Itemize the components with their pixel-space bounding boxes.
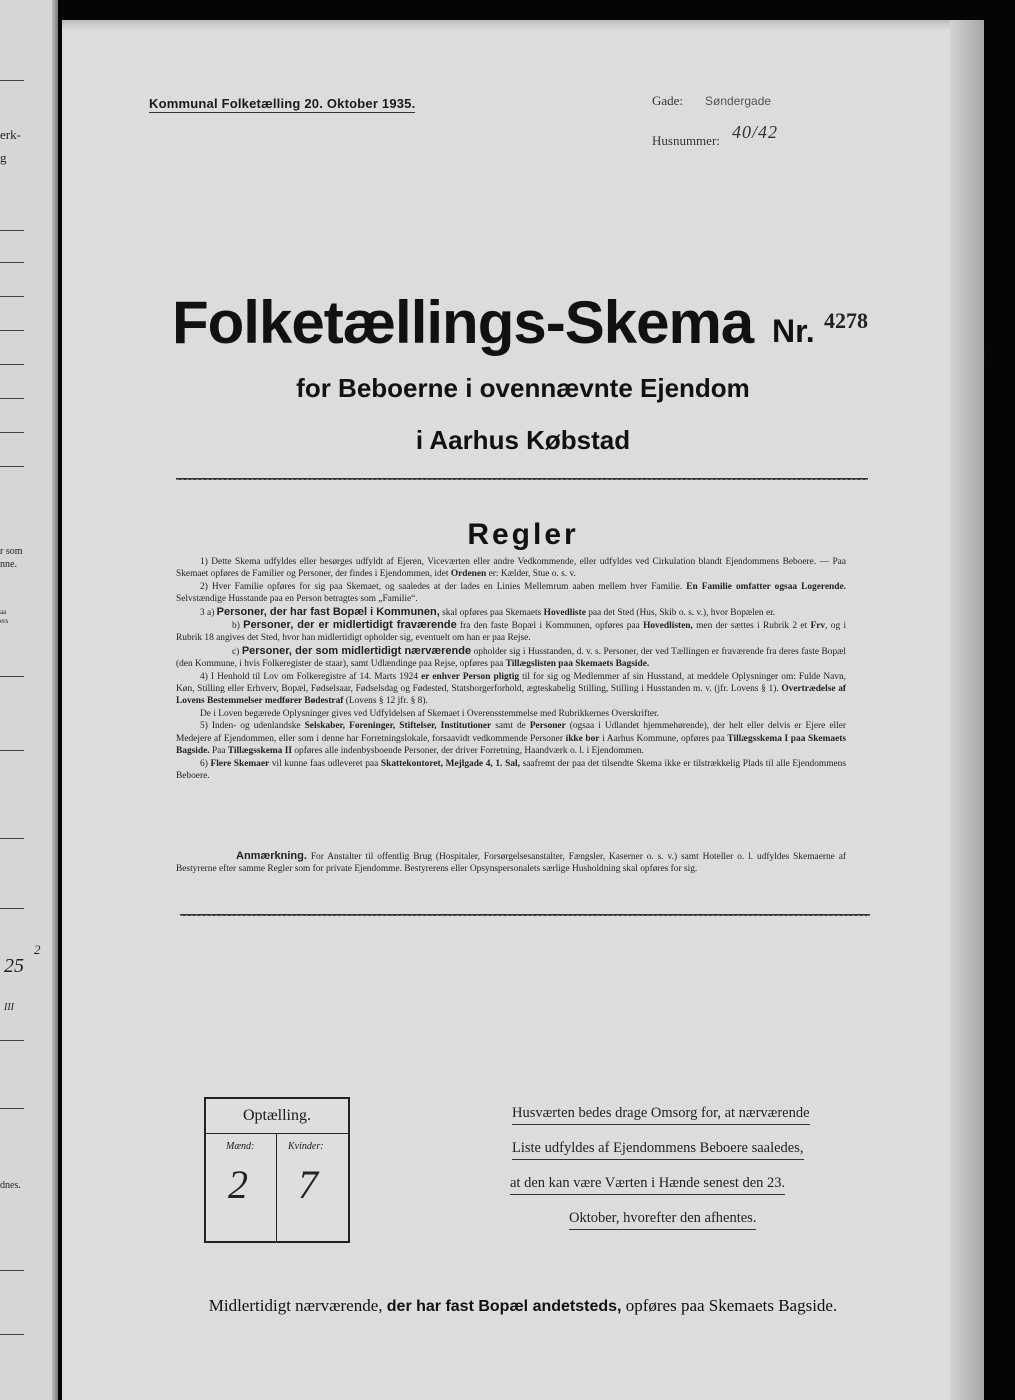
remark-label: Anmærkning. (236, 850, 307, 862)
rule-1: 1) Dette Skema udfyldes eller besørges udfyldt af Ejeren, Viceværten eller andre Vedkommende, eller udfyldes ved Cirkulation blandt Ejendommens Beboere. — Paa Skemaet opføres de Familier og Personer, der findes i Ejendommen, idet Ordenen er: Kælder, Stue o. s. v. (176, 557, 846, 580)
rule-4: 4) I Henhold til Lov om Folkeregistre af 14. Marts 1924 er enhver Person pligtig til for sig og Medlemmer af sin Husstand, at meddele Oplysninger om: Fulde Navn, Køn, Stilling eller Erhverv, Bopæl, Fødselsaar, Fødselsdag og Fødested, Statsborgerforhold, ægteskabelig Stilling, Stilling i Husstanden m. v. (jfr. Lovens § 1). Overtrædelse af Lovens Bestemmelser medfører Bødestraf (Lovens § 12 jfr. § 8). (176, 671, 847, 707)
rule-3b: b) Personer, der er midlertidigt fraværende fra den faste Bopæl i Kommunen, opføres paa Hovedlisten, men der sættes i Rubrik 2 et Frv, og i Rubrik 18 angives det Sted, hvor han midlertidigt opholder sig, eventuelt om han er paa Rejse. (176, 619, 847, 644)
left-page-rule (0, 1108, 24, 1109)
form-number-value: 4278 (824, 308, 868, 333)
rule-5: 5) Inden- og udenlandske Selskaber, Foreninger, Stiftelser, Institutioner samt de Personer (ogsaa i Udlandet hjemmehørende), der helt eller delvis er Ejere eller Medejere af Ejendommen, eller som i denne har Forretningslokale, forsaavidt vedkommende Personer ikke bor i Aarhus Kommune, opføres paa Tillægsskema I paa Skemaets Bagside. Paa Tillægsskema II opføres alle indenbysboende Personer, der driver Forretning, Haandværk o. l. i Ejendommen. (176, 721, 847, 757)
page-edge-shadow (52, 0, 58, 1400)
count-box-divider (206, 1133, 348, 1134)
left-page-fragment: III (4, 1002, 14, 1013)
count-title: Optælling. (242, 1107, 311, 1124)
instruction-line: at den kan være Værten i Hænde senest den 23. (510, 1175, 785, 1195)
left-page-fragment: erk- (0, 127, 21, 142)
street-label: Gade: (652, 93, 684, 108)
rule-2: 2) Hver Familie opføres for sig paa Skemaet, og saaledes at der lades en Linies Mellemrum aaben mellem hver Familie. En Familie omfatter ogsaa Logerende. Selvstændige Husstande paa en Person betragtes som „Familie“. (176, 581, 846, 605)
adjacent-page-strip (0, 0, 58, 1400)
rules-heading: Regler (467, 518, 579, 551)
divider (176, 478, 868, 480)
rule-6: 6) Flere Skemaer vil kunne faas udleveret paa Skattekontoret, Mejlgade 4, 1. Sal, saafremt der paa det tilsendte Skema ikke er tilstrækkelig Plads til alle Ejendommens Beboere. (176, 758, 847, 781)
form-subtitle-city: i Aarhus Købstad (415, 425, 631, 455)
left-page-rule (0, 908, 24, 909)
left-page-rule (0, 230, 24, 231)
left-page-rule (0, 296, 24, 297)
page-top-shade (62, 20, 984, 30)
men-label: Mænd: (226, 1141, 255, 1152)
left-page-rule (0, 1334, 24, 1335)
remark-text: For Anstalter til offentlig Brug (Hospitaler, Forsørgelsesanstalter, Fængsler, Kaserner o. s. v.) samt Hoteller o. l. udfyldes Skemaerne af Bestyrerne efter samme Regler som for private Ejendomme. Bestyrerens eller Opsynspersonalets særlige Husholdning skal opføres for sig. (176, 852, 847, 875)
census-form-page (62, 20, 984, 1400)
rule-4-note: De i Loven begærede Oplysninger gives ved Udfyldelsen af Skemaet i Overensstemmelse med Rubrikkernes Overskrifter. (200, 708, 659, 719)
left-page-rule (0, 676, 24, 677)
footer-note: Midlertidigt nærværende, der har fast Bopæl andetsteds, opføres paa Skemaets Bagside. (208, 1296, 838, 1315)
left-page-rule (0, 432, 24, 433)
left-page-rule (0, 364, 24, 365)
left-page-rule (0, 838, 24, 839)
count-box-column-divider (276, 1133, 277, 1241)
house-number-label: Husnummer: (652, 133, 720, 148)
left-page-fragment: g (0, 150, 7, 165)
rule-3a: 3 a) Personer, der har fast Bopæl i Kommunen, skal opføres paa Skemaets Hovedliste paa det Sted (Hus, Skib o. s. v.), hvor Bopælen er. (200, 605, 776, 618)
women-count: 7 (298, 1162, 318, 1207)
left-page-handwriting: 25 (4, 955, 24, 977)
divider (180, 914, 870, 916)
men-count: 2 (228, 1162, 248, 1207)
form-title: Folketællings-Skema (172, 289, 754, 356)
form-number-label: Nr. (772, 313, 815, 349)
left-page-fragment: r som (0, 546, 23, 557)
left-page-rule (0, 80, 24, 81)
rules-text (176, 556, 846, 782)
left-page-rule (0, 262, 24, 263)
left-page-rule (0, 466, 24, 467)
left-page-rule (0, 1270, 24, 1271)
form-subtitle: for Beboerne i ovennævnte Ejendom (296, 373, 750, 403)
left-page-rule (0, 750, 24, 751)
left-page-rule (0, 398, 24, 399)
left-page-handwriting: 2 (34, 942, 41, 957)
left-page-fragment: dnes. (0, 1180, 21, 1191)
left-page-fragment: nne. (0, 559, 17, 570)
count-box (204, 1097, 350, 1243)
left-page-fragment: aa (0, 608, 7, 616)
remark (176, 850, 846, 876)
rule-3c: c) Personer, der som midlertidigt nærværende opholder sig i Husstanden, d. v. s. Personer, der ved Tællingen er fraværende fra deres faste Bopæl (den Kommune, i hvis Folkeregister de staar), samt Udlændinge paa Rejse, opføres paa Tillægslisten paa Skemaets Bagside. (176, 644, 847, 670)
street-value: Søndergade (705, 94, 772, 108)
house-number-value: 40/42 (732, 122, 779, 142)
instruction-line: Husværten bedes drage Omsorg for, at nærværende (512, 1105, 810, 1125)
instruction-line: Liste udfyldes af Ejendommens Beboere saaledes, (512, 1140, 804, 1160)
page-right-shade (950, 20, 984, 1400)
left-page-fragment: ers (0, 617, 9, 625)
left-page-rule (0, 1040, 24, 1041)
census-header: Kommunal Folketælling 20. Oktober 1935. (149, 96, 416, 111)
left-page-rule (0, 330, 24, 331)
women-label: Kvinder: (288, 1141, 324, 1152)
instruction-line: Oktober, hvorefter den afhentes. (569, 1210, 756, 1230)
